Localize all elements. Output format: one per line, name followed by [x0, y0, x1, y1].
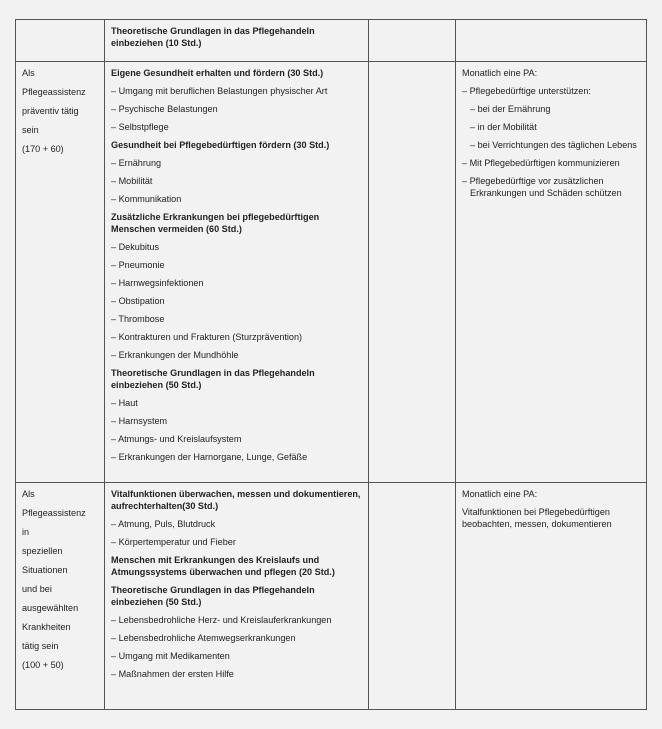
practice-cell [456, 483, 647, 710]
empty-cell [369, 483, 456, 710]
list-item: – Obstipation [111, 295, 362, 307]
list-item: – Erkrankungen der Mundhöhle [111, 349, 362, 361]
learning-field-label-line: Krankheiten [22, 622, 71, 632]
section-heading: Theoretische Grundlagen in das Pflegehandeln einbeziehen (50 Std.) [111, 368, 315, 390]
table-row [16, 20, 647, 62]
list-item: – Kommunikation [111, 193, 362, 205]
list-item: – Thrombose [111, 313, 362, 325]
learning-field-label-line: tätig sein [22, 641, 59, 651]
text-line: Vitalfunktionen bei Pflegebedürftigen beobachten, messen, dokumentieren [462, 507, 612, 529]
section-heading: Theoretische Grundlagen in das Pflegehandeln einbeziehen (50 Std.) [111, 585, 315, 607]
list-item: – Ernährung [111, 157, 362, 169]
list-item: – Maßnahmen der ersten Hilfe [111, 668, 362, 680]
learning-field-label-line: sein [22, 125, 39, 135]
text-line: Monatlich eine PA: [462, 489, 538, 499]
section-heading: Menschen mit Erkrankungen des Kreislaufs und Atmungssystems überwachen und pflegen (20 Std.) [111, 555, 335, 577]
list-item: – Erkrankungen der Harnorgane, Lunge, Gefäße [111, 451, 362, 463]
section-heading: Vitalfunktionen überwachen, messen und dokumentieren, aufrechterhalten(30 Std.) [111, 489, 361, 511]
list-item: – Pneumonie [111, 259, 362, 271]
learning-field-cell [16, 483, 105, 710]
content-cell [105, 20, 369, 62]
list-item: – Atmungs- und Kreislaufsystem [111, 433, 362, 445]
practice-cell [456, 20, 647, 62]
sub-list-item: – bei der Ernährung [462, 103, 640, 115]
list-item: – Pflegebedürftige vor zusätzlichen Erkrankungen und Schäden schützen [462, 175, 640, 199]
empty-cell [369, 62, 456, 483]
list-item: – Atmung, Puls, Blutdruck [111, 518, 362, 530]
empty-cell [369, 20, 456, 62]
list-item: – Lebensbedrohliche Atemwegserkrankungen [111, 632, 362, 644]
list-item: – Pflegebedürftige unterstützen: [462, 85, 640, 97]
section-heading: Eigene Gesundheit erhalten und fördern (30 Std.) [111, 68, 324, 78]
table-row [16, 62, 647, 483]
text-line: Monatlich eine PA: [462, 68, 538, 78]
learning-field-label-line: ausgewählten [22, 603, 79, 613]
list-item: – Haut [111, 397, 362, 409]
learning-field-label-line: (170 + 60) [22, 144, 64, 154]
list-item: – Lebensbedrohliche Herz- und Kreislauferkrankungen [111, 614, 362, 626]
sub-list-item: – in der Mobilität [462, 121, 640, 133]
list-item: – Dekubitus [111, 241, 362, 253]
section-heading: Theoretische Grundlagen in das Pflegehandeln einbeziehen (10 Std.) [111, 26, 315, 48]
list-item: – Kontrakturen und Frakturen (Sturzprävention) [111, 331, 362, 343]
learning-field-label-line: Pflegeassistenz [22, 87, 86, 97]
list-item: – Umgang mit beruflichen Belastungen physischer Art [111, 85, 362, 97]
learning-field-label-line: in [22, 527, 30, 537]
learning-field-label-line: (100 + 50) [22, 660, 64, 670]
content-cell [105, 483, 369, 710]
curriculum-table [15, 19, 647, 710]
learning-field-cell [16, 20, 105, 62]
learning-field-label-line: präventiv tätig [22, 106, 79, 116]
list-item: – Mit Pflegebedürftigen kommunizieren [462, 157, 640, 169]
learning-field-label-line: Als [22, 68, 35, 78]
list-item: – Harnwegsinfektionen [111, 277, 362, 289]
learning-field-cell [16, 62, 105, 483]
learning-field-label-line: Situationen [22, 565, 68, 575]
list-item: – Mobilität [111, 175, 362, 187]
content-cell [105, 62, 369, 483]
table-row [16, 483, 647, 710]
list-item: – Selbstpflege [111, 121, 362, 133]
learning-field-label-line: und bei [22, 584, 52, 594]
learning-field-label-line: Als [22, 489, 35, 499]
learning-field-label-line: speziellen [22, 546, 63, 556]
list-item: – Psychische Belastungen [111, 103, 362, 115]
list-item: – Körpertemperatur und Fieber [111, 536, 362, 548]
sub-list-item: – bei Verrichtungen des täglichen Lebens [462, 139, 640, 151]
section-heading: Zusätzliche Erkrankungen bei pflegebedürftigen Menschen vermeiden (60 Std.) [111, 212, 320, 234]
learning-field-label-line: Pflegeassistenz [22, 508, 86, 518]
section-heading: Gesundheit bei Pflegebedürftigen fördern (30 Std.) [111, 140, 330, 150]
list-item: – Umgang mit Medikamenten [111, 650, 362, 662]
practice-cell [456, 62, 647, 483]
list-item: – Harnsystem [111, 415, 362, 427]
